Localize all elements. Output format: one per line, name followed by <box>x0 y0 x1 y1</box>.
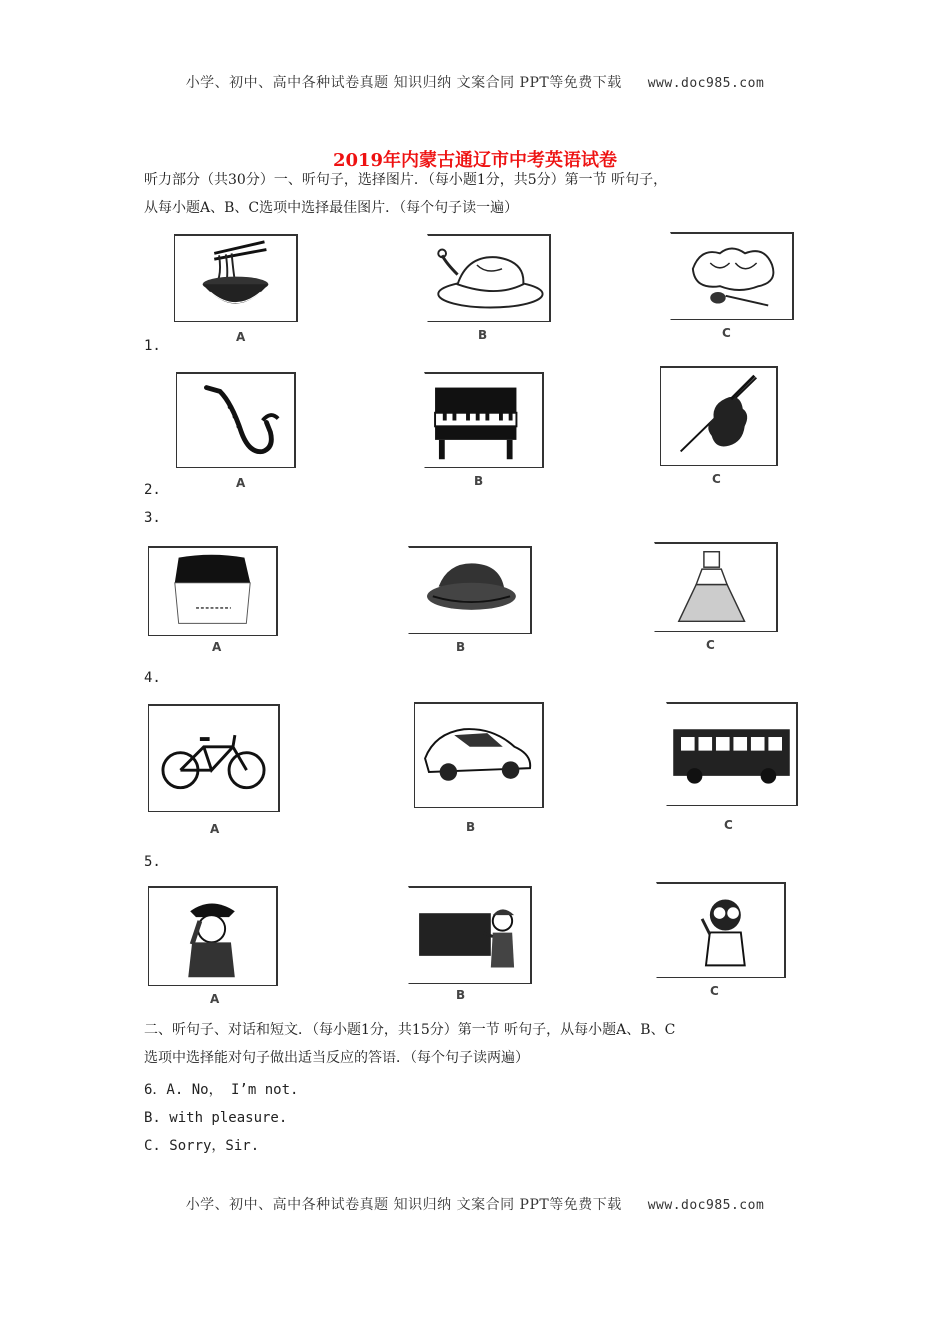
teacher-icon <box>409 888 530 983</box>
noodle-bowl-icon <box>175 236 296 321</box>
option-4a-image <box>148 704 280 812</box>
option-2c-image <box>660 366 778 466</box>
question-4-number: 4. <box>144 670 161 686</box>
question-6-option-c: C. Sorry，Sir. <box>144 1138 260 1154</box>
option-5b-image <box>408 886 532 984</box>
question-5-number: 5. <box>144 854 161 870</box>
option-3b-image <box>408 546 532 634</box>
option-3c-image <box>654 542 778 632</box>
option-1b-label: B <box>478 328 488 342</box>
question-1-number: 1. <box>144 338 161 354</box>
question-3-number: 3. <box>144 510 161 526</box>
option-4b-image <box>414 702 544 808</box>
option-2b-label: B <box>474 474 484 488</box>
option-5c-image <box>656 882 786 978</box>
option-4b-label: B <box>466 820 476 834</box>
option-2c-label: C <box>712 472 721 486</box>
header-text: 小学、初中、高中各种试卷真题 知识归纳 文案合同 PPT等免费下载 <box>185 75 622 91</box>
option-1b-image <box>427 234 551 322</box>
option-2b-image <box>424 372 544 468</box>
car-icon <box>415 704 542 807</box>
piano-icon <box>425 374 542 467</box>
dumplings-icon <box>671 234 792 319</box>
option-5a-label: A <box>210 992 220 1006</box>
option-1a-label: A <box>236 330 246 344</box>
option-1c-image <box>670 232 794 320</box>
police-officer-icon <box>149 888 276 985</box>
doctor-icon <box>657 884 784 977</box>
option-4c-image <box>666 702 798 806</box>
option-5b-label: B <box>456 988 466 1002</box>
option-5c-label: C <box>710 984 719 998</box>
option-3a-image <box>148 546 278 636</box>
hat-icon <box>409 548 530 633</box>
bicycle-icon <box>149 706 278 811</box>
dress-icon <box>655 544 776 631</box>
option-1c-label: C <box>722 326 731 340</box>
section2-line-1: 二、听句子、对话和短文．（每小题1分，共15分）第一节 听句子，从每小题A、B、C <box>144 1022 676 1038</box>
page-footer <box>0 1194 950 1214</box>
jacket-icon <box>149 548 276 635</box>
option-3b-label: B <box>456 640 466 654</box>
question-2-number: 2. <box>144 482 161 498</box>
option-5a-image <box>148 886 278 986</box>
violin-icon <box>661 368 776 465</box>
footer-text: 小学、初中、高中各种试卷真题 知识归纳 文案合同 PPT等免费下载 <box>185 1197 622 1213</box>
option-2a-image <box>176 372 296 468</box>
roast-chicken-icon <box>428 236 549 321</box>
header-url[interactable]: www.doc985.com <box>647 76 765 91</box>
saxophone-icon <box>177 374 294 467</box>
bus-icon <box>667 704 796 805</box>
page-title: 2019年内蒙古通辽市中考英语试卷 <box>332 150 618 171</box>
question-6-option-b: B. with pleasure. <box>144 1110 288 1126</box>
question-6-option-a: 6．A. No， I’m not. <box>144 1082 299 1098</box>
intro-line-2: 从每小题A、B、C选项中选择最佳图片．（每个句子读一遍） <box>144 200 519 216</box>
option-1a-image <box>174 234 298 322</box>
option-4c-label: C <box>724 818 733 832</box>
option-3a-label: A <box>212 640 222 654</box>
footer-url[interactable]: www.doc985.com <box>647 1198 765 1213</box>
section2-line-2: 选项中选择能对句子做出适当反应的答语．（每个句子读两遍） <box>144 1050 529 1066</box>
page-header <box>0 72 950 92</box>
intro-line-1: 听力部分（共30分）一、听句子，选择图片．（每小题1分，共5分）第一节 听句子， <box>144 172 668 188</box>
option-3c-label: C <box>706 638 715 652</box>
option-2a-label: A <box>236 476 246 490</box>
option-4a-label: A <box>210 822 220 836</box>
